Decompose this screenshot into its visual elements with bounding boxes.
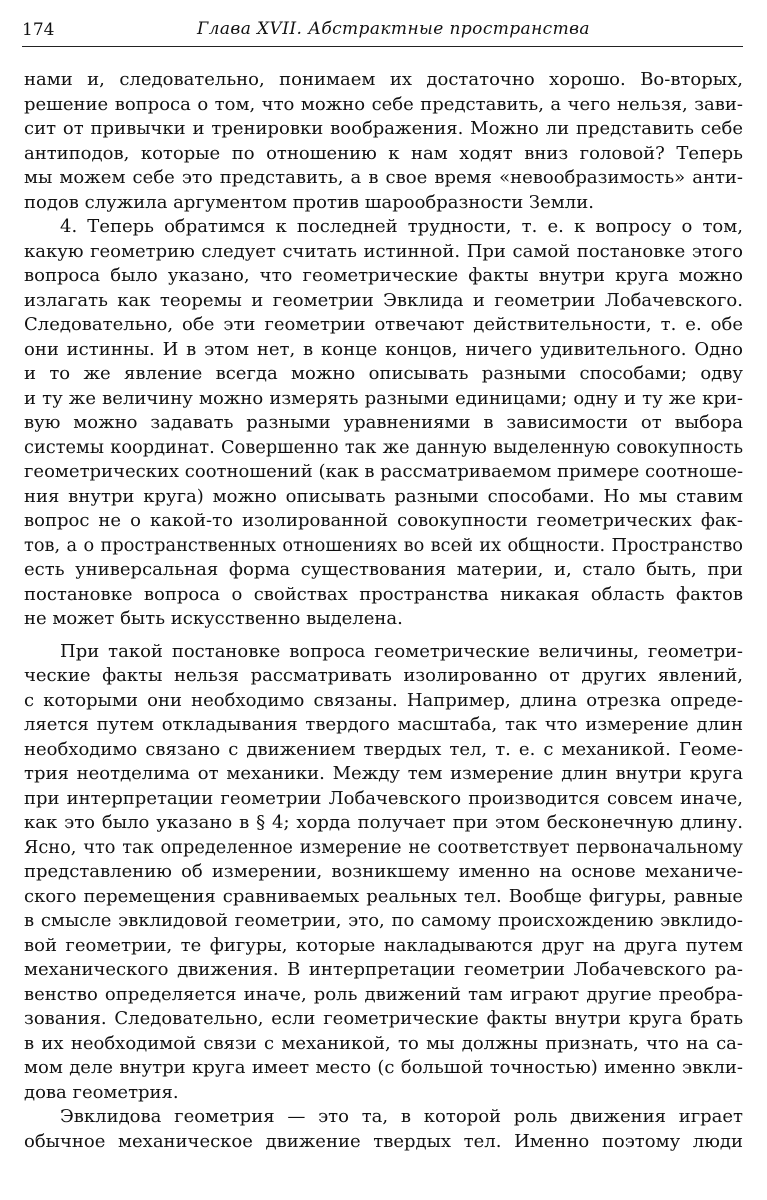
text-line: Эвклидова геометрия — это та, в которой роль движения играет — [60, 1106, 743, 1127]
text-line: подов служила аргументом против шарообразности Земли. — [24, 191, 594, 213]
text-line: системы координат. Совершенно так же данную выделенную совокупность — [24, 437, 743, 458]
text-line: с которыми они необходимо связаны. Например, длина отрезка опреде- — [24, 689, 743, 711]
text-line: вопрос не о какой-то изолированной совокупности геометрических фак- — [24, 510, 743, 531]
text-line: постановке вопроса о свойствах пространства никакая область фактов — [24, 583, 743, 605]
text-line: мом деле внутри круга имеет место (с большой точностью) именно эвкли- — [24, 1057, 743, 1078]
text-line: ляется путем откладывания твердого масштаба, так что измерение длин — [24, 714, 743, 735]
text-line: в их необходимой связи с механикой, то мы должны признать, что на са- — [24, 1032, 743, 1054]
text-line: При такой постановке вопроса геометрические величины, геометри- — [60, 640, 743, 662]
body-text — [24, 68, 743, 1154]
text-line: вую можно задавать разными уравнениями в зависимости от выбора — [24, 412, 743, 433]
text-line: обычное механическое движение твердых тел. Именно поэтому люди — [24, 1130, 743, 1152]
text-line: они истинны. И в этом нет, в конце концов, ничего удивительного. Одно — [24, 338, 743, 360]
paragraph-2 — [24, 215, 743, 632]
text-line: ческие факты нельзя рассматривать изолированно от других явлений, — [24, 665, 743, 686]
text-line: нами и, следовательно, понимаем их достаточно хорошо. Во-вторых, — [24, 69, 743, 90]
text-line: мы можем себе это представить, а в свое время «невообразимость» анти- — [24, 167, 743, 188]
text-line: излагать как теоремы и геометрии Эвклида и геометрии Лобачевского. — [24, 289, 743, 311]
text-line: и ту же величину можно измерять разными единицами; одну и ту же кри- — [24, 387, 743, 409]
text-line: геометрических соотношений (как в рассматриваемом примере соотноше- — [24, 461, 743, 482]
text-line: венство определяется иначе, роль движений там играют другие преобра- — [24, 983, 743, 1005]
text-line: решение вопроса о том, что можно себе представить, а чего нельзя, зави- — [24, 93, 743, 115]
page-number: 174 — [22, 20, 55, 40]
paragraph-3 — [24, 640, 743, 1106]
running-head: Глава XVII. Абстрактные пространства — [197, 19, 590, 39]
text-line: необходимо связано с движением твердых тел, т. е. с механикой. Геоме- — [24, 738, 743, 760]
text-line: и то же явление всегда можно описывать разными способами; одву — [24, 363, 743, 384]
text-line: вопроса было указано, что геометрические факты внутри круга можно — [24, 265, 743, 286]
text-line: какую геометрию следует считать истинной. При самой постановке этого — [24, 240, 743, 262]
text-line: в смысле эвклидовой геометрии, это, по самому происхождению эвклидо- — [24, 910, 743, 931]
text-line: ния внутри круга) можно описывать разными способами. Но мы ставим — [24, 485, 743, 507]
text-line: при интерпретации геометрии Лобачевского производится совсем иначе, — [24, 787, 743, 809]
text-line: как это было указано в § 4; хорда получает при этом бесконечную длину. — [24, 812, 743, 833]
text-line: есть универсальная форма существования материи, и, стало быть, при — [24, 559, 743, 580]
page-header — [22, 18, 743, 47]
paragraph-4 — [24, 1105, 743, 1154]
text-line: механического движения. В интерпретации геометрии Лобачевского ра- — [24, 959, 743, 980]
text-line: трия неотделима от механики. Между тем измерение длин внутри круга — [24, 763, 743, 784]
paragraph-1 — [24, 68, 743, 215]
text-line: Следовательно, обе эти геометрии отвечают действительности, т. е. обе — [24, 314, 743, 335]
text-line: представлению об измерении, возникшему именно на основе механиче- — [24, 861, 743, 882]
text-line: сит от привычки и тренировки воображения. Можно ли представить себе — [24, 118, 743, 139]
text-line: вой геометрии, те фигуры, которые накладываются друг на друга путем — [24, 934, 743, 956]
text-line: тов, а о пространственных отношениях во всей их общности. Пространство — [24, 535, 743, 556]
text-line: зования. Следовательно, если геометрические факты внутри круга брать — [24, 1008, 743, 1029]
text-line: ского перемещения сравниваемых реальных тел. Вообще фигуры, равные — [24, 885, 743, 907]
text-line: Ясно, что так определенное измерение не соответствует первоначальному — [24, 837, 743, 858]
text-line: дова геометрия. — [24, 1081, 179, 1103]
text-line: антиподов, которые по отношению к нам ходят вниз головой? Теперь — [24, 142, 743, 164]
text-line: не может быть искусственно выделена. — [24, 608, 403, 629]
text-line: 4. Теперь обратимся к последней трудности, т. е. к вопросу о том, — [60, 216, 743, 237]
